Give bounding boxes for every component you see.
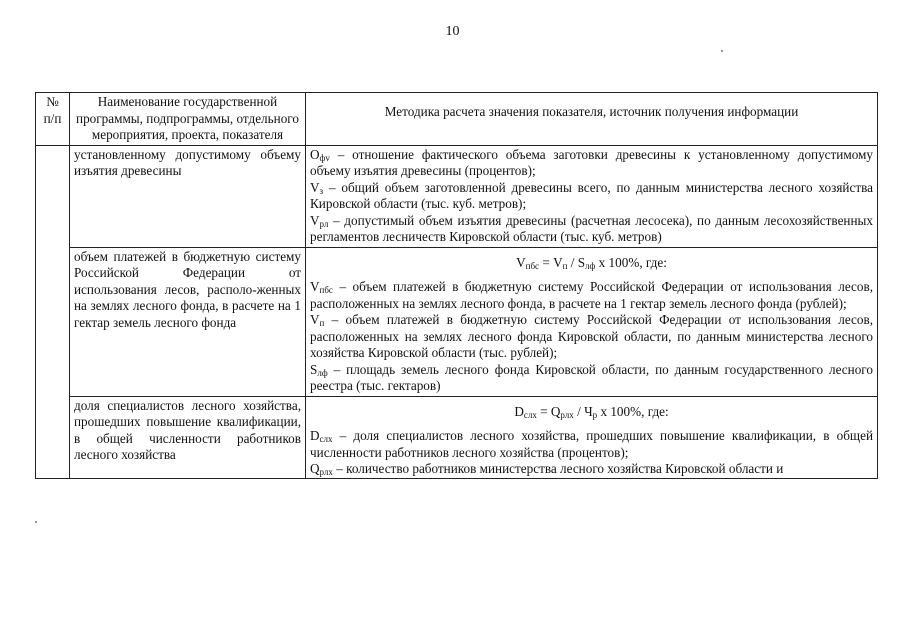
method-cell (306, 396, 878, 479)
definition-line-cut: $Q_{рлх}$ – количество работников министерства лесного хозяйства Кировской области и (310, 461, 784, 477)
table-header-row (36, 93, 878, 146)
table-row (36, 145, 878, 247)
definition-line: $V_п$ – объем платежей в бюджетную систему Российской Федерации от использования лесов, расположенных на землях лесного фонда Кировской области, по данным министерства лесного хозяйства Кировской области (тыс. рублей); (310, 312, 873, 360)
row-number-cell (36, 145, 70, 479)
scan-speck (35, 521, 37, 523)
definition-line: $V_{рл}$ – допустимый объем изъятия древесины (расчетная лесосека), по данным лесохозяйственных регламентов лесничеств Кировской области (тыс. куб. метров) (310, 212, 873, 244)
formula: $D_{слх} = Q_{рлх} / Ч_р$ x 100%, где: (514, 403, 669, 420)
header-name: Наименование государственной программы, подпрограммы, отдельного мероприятия, проекта, показателя (70, 93, 306, 146)
method-cell (306, 247, 878, 396)
definition-line: $V_з$ – общий объем заготовленной древесины всего, по данным министерства лесного хозяйства Кировской области (тыс. куб. метров); (310, 179, 873, 211)
indicator-name: объем платежей в бюджетную систему Российской Федерации от использования лесов, располо-женных на землях лесного фонда, в расчете на 1 гектар земель лесного фонда (70, 247, 306, 396)
indicator-name: доля специалистов лесного хозяйства, прошедших повышение квалификации, в общей численности работников лесного хозяйства (70, 396, 306, 479)
formula: $V_{пбс} = V_п / S_{лф}$ x 100%, где: (516, 254, 667, 271)
page-number: 10 (445, 24, 460, 39)
method-cell (306, 145, 878, 247)
table-row (36, 247, 878, 396)
definition-line: $S_{лф}$ – площадь земель лесного фонда Кировской области, по данным государственного лесного реестра (тыс. гектаров) (310, 361, 873, 393)
scan-speck (721, 50, 723, 52)
header-method: Методика расчета значения показателя, источник получения информации (306, 93, 878, 146)
indicator-methodology-table (35, 92, 878, 479)
definition-line: $V_{пбс}$ – объем платежей в бюджетную систему Российской Федерации от использования лесов, расположенных на землях лесного фонда, в расчете на 1 гектар земель лесного фонда (рублей); (310, 279, 873, 311)
definition-line: $O_{фv}$ – отношение фактического объема заготовки древесины к установленному допустимому объему изъятия древесины (процентов); (310, 146, 873, 178)
table-row (36, 396, 878, 479)
definition-line: $D_{слх}$ – доля специалистов лесного хозяйства, прошедших повышение квалификации, в общей численности работников лесного хозяйства (процентов); (310, 428, 873, 460)
indicator-name: установленному допустимому объему изъятия древесины (70, 145, 306, 247)
header-number: № п/п (36, 93, 70, 146)
